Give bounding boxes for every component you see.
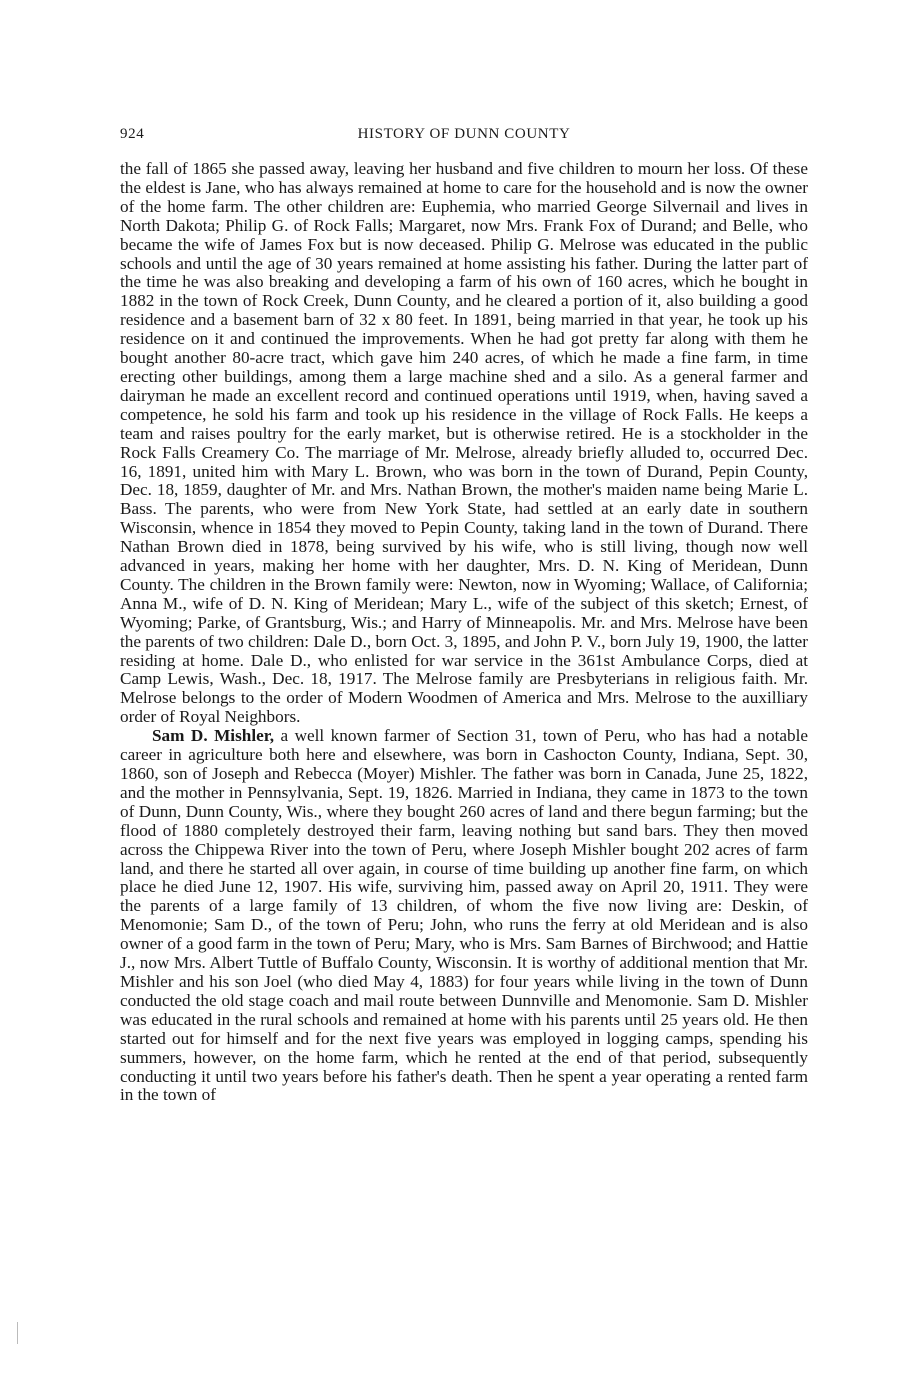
paragraph-melrose-continued: the fall of 1865 she passed away, leaving her husband and five children to mourn her loss. Of these the eldest is Jane, who has always remained at home to care for the household and is now the owner of the home farm. The other children are: Euphemia, who married George Silvernail and lives in North Dakota; Philip G. of Rock Falls; Margaret, now Mrs. Frank Fox of Durand; and Belle, who became the wife of James Fox but is now deceased. Philip G. Melrose was educated in the public schools and until the age of 30 years remained at home assisting his father. During the latter part of the time he was also breaking and developing a farm of his own of 160 acres, which he bought in 1882 in the town of Rock Creek, Dunn County, and he cleared a portion of it, also building a good residence and a basement barn of 32 x 80 feet. In 1891, being married in that year, he took up his residence on it and continued the improvements. When he had got pretty far along with them he bought another 80-acre tract, which gave him 240 acres, of which he made a fine farm, in time erecting other buildings, among them a large machine shed and a silo. As a general farmer and dairyman he made an excellent record and continued operations until 1919, when, having saved a competence, he sold his farm and took up his residence in the village of Rock Falls. He keeps a team and raises poultry for the early market, but is otherwise retired. He is a stockholder in the Rock Falls Creamery Co. The marriage of Mr. Melrose, already briefly alluded to, occurred Dec. 16, 1891, united him with Mary L. Brown, who was born in the town of Durand, Pepin County, Dec. 18, 1859, daughter of Mr. and Mrs. Nathan Brown, the mother's maiden name being Marie L. Bass. The parents, who were from New York State, had settled at an early date in southern Wisconsin, whence in 1854 they moved to Pepin County, taking land in the town of Durand. There Nathan Brown died in 1878, being survived by his wife, who is still living, though now well advanced in years, making her home with her daughter, Mrs. D. N. King of Meridean, Dunn County. The children in the Brown family were: Newton, now in Wyoming; Wallace, of California; Anna M., wife of D. N. King of Meridean; Mary L., wife of the subject of this sketch; Ernest, of Wyoming; Parke, of Grantsburg, Wis.; and Harry of Minneapolis. Mr. and Mrs. Melrose have been the parents of two children: Dale D., born Oct. 3, 1895, and John P. V., born July 19, 1900, the latter residing at home. Dale D., who enlisted for war service in the 361st Ambulance Corps, died at Camp Lewis, Wash., Dec. 18, 1917. The Melrose family are Presbyterians in religious faith. Mr. Melrose belongs to the order of Modern Woodmen of America and Mrs. Melrose to the auxilliary order of Royal Neighbors.: [120, 159, 808, 727]
paragraph-mishler-text: a well known farmer of Section 31, town of Peru, who has had a notable career in agriculture both here and elsewhere, was born in Cashocton County, Indiana, Sept. 30, 1860, son of Joseph and Rebecca (Moyer) Mishler. The father was born in Canada, June 25, 1822, and the mother in Pennsylvania, Sept. 19, 1826. Married in Indiana, they came in 1873 to the town of Dunn, Dunn County, Wis., where they bought 260 acres of land and there begun farming; but the flood of 1880 completely destroyed their farm, leaving nothing but sand bars. They then moved across the Chippewa River into the town of Peru, where Joseph Mishler bought 202 acres of farm land, and there he started all over again, in course of time building up another fine farm, on which place he died June 12, 1907. His wife, surviving him, passed away on April 20, 1911. They were the parents of a large family of 13 children, of whom the five now living are: Deskin, of Menomonie; Sam D., of the town of Peru; John, who runs the ferry at old Meridean and is also owner of a good farm in the town of Peru; Mary, who is Mrs. Sam Barnes of Birchwood; and Hattie J., now Mrs. Albert Tuttle of Buffalo County, Wisconsin. It is worthy of additional mention that Mr. Mishler and his son Joel (who died May 4, 1883) for four years while living in the town of Dunn conducted the old stage coach and mail route between Dunnville and Menomonie. Sam D. Mishler was educated in the rural schools and remained at home with his parents until 25 years old. He then started out for himself and for the next five years was employed in logging camps, spending his summers, however, on the home farm, which he rented at the end of that period, subsequently conducting it until two years before his father's death. Then he spent a year operating a rented farm in the town of: [120, 726, 808, 1105]
entry-name: Sam D. Mishler,: [152, 726, 275, 746]
page-number: 924: [120, 126, 145, 142]
running-header: [120, 126, 808, 146]
paragraph-mishler: [120, 727, 808, 1105]
body-text: [120, 160, 808, 1105]
header-title: HISTORY OF DUNN COUNTY: [357, 126, 571, 142]
scan-margin-mark: [17, 1322, 18, 1344]
